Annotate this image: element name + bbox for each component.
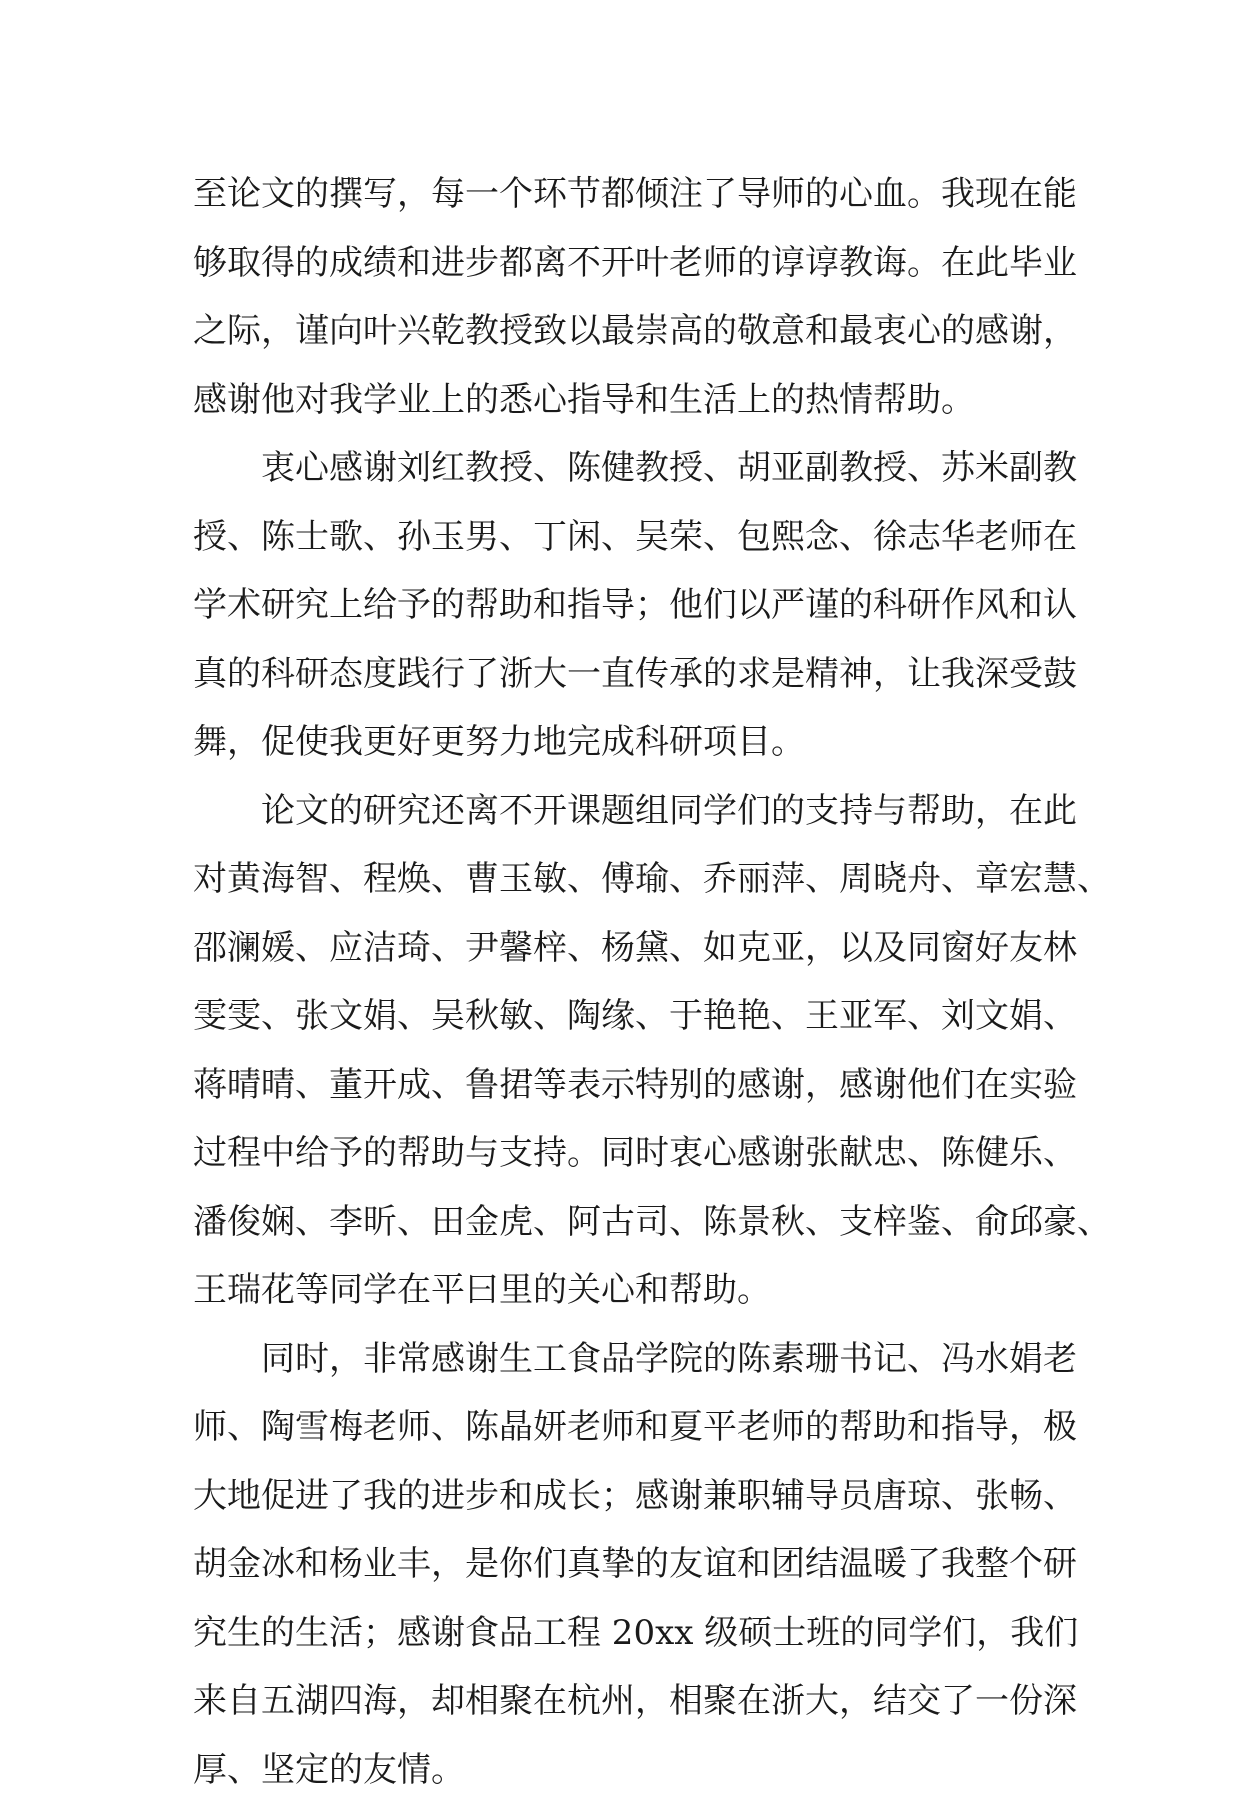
paragraph-line: 胡金冰和杨业丰，是你们真挚的友谊和团结温暖了我整个研	[193, 1530, 1063, 1599]
paragraph-line: 过程中给予的帮助与支持。同时衷心感谢张献忠、陈健乐、	[193, 1119, 1063, 1188]
paragraph-line: 师、陶雪梅老师、陈晶妍老师和夏平老师的帮助和指导，极	[193, 1393, 1063, 1462]
paragraph-line: 潘俊娴、李昕、田金虎、阿古司、陈景秋、支梓鉴、俞邱豪、	[193, 1188, 1063, 1257]
paragraph-line: 来自五湖四海，却相聚在杭州，相聚在浙大，结交了一份深	[193, 1667, 1063, 1736]
paragraph-1	[193, 160, 1063, 434]
paragraph-line: 对黄海智、程焕、曹玉敏、傅瑜、乔丽萍、周晓舟、章宏慧、	[193, 845, 1063, 914]
paragraph-4	[193, 1325, 1063, 1804]
paragraph-line: 感谢他对我学业上的悉心指导和生活上的热情帮助。	[193, 366, 1063, 435]
paragraph-line: 论文的研究还离不开课题组同学们的支持与帮助，在此	[193, 777, 1063, 846]
document-body	[193, 160, 1063, 1804]
paragraph-line: 舞，促使我更好更努力地完成科研项目。	[193, 708, 1063, 777]
paragraph-line: 厚、坚定的友情。	[193, 1736, 1063, 1804]
paragraph-line: 之际，谨向叶兴乾教授致以最崇高的敬意和最衷心的感谢，	[193, 297, 1063, 366]
paragraph-line: 真的科研态度践行了浙大一直传承的求是精神，让我深受鼓	[193, 640, 1063, 709]
paragraph-line: 究生的生活；感谢食品工程 20xx 级硕士班的同学们，我们	[193, 1599, 1063, 1668]
paragraph-line: 学术研究上给予的帮助和指导；他们以严谨的科研作风和认	[193, 571, 1063, 640]
paragraph-line: 大地促进了我的进步和成长；感谢兼职辅导员唐琼、张畅、	[193, 1462, 1063, 1531]
paragraph-line: 同时，非常感谢生工食品学院的陈素珊书记、冯水娟老	[193, 1325, 1063, 1394]
paragraph-line: 授、陈士歌、孙玉男、丁闲、吴荣、包熙念、徐志华老师在	[193, 503, 1063, 572]
paragraph-line: 邵澜媛、应洁琦、尹馨梓、杨黛、如克亚，以及同窗好友林	[193, 914, 1063, 983]
paragraph-line: 蒋晴晴、董开成、鲁捃等表示特别的感谢，感谢他们在实验	[193, 1051, 1063, 1120]
paragraph-line: 至论文的撰写，每一个环节都倾注了导师的心血。我现在能	[193, 160, 1063, 229]
paragraph-line: 王瑞花等同学在平曰里的关心和帮助。	[193, 1256, 1063, 1325]
paragraph-2	[193, 434, 1063, 777]
paragraph-3	[193, 777, 1063, 1325]
paragraph-line: 够取得的成绩和进步都离不开叶老师的谆谆教诲。在此毕业	[193, 229, 1063, 298]
paragraph-line: 雯雯、张文娟、吴秋敏、陶缘、于艳艳、王亚军、刘文娟、	[193, 982, 1063, 1051]
paragraph-line: 衷心感谢刘红教授、陈健教授、胡亚副教授、苏米副教	[193, 434, 1063, 503]
